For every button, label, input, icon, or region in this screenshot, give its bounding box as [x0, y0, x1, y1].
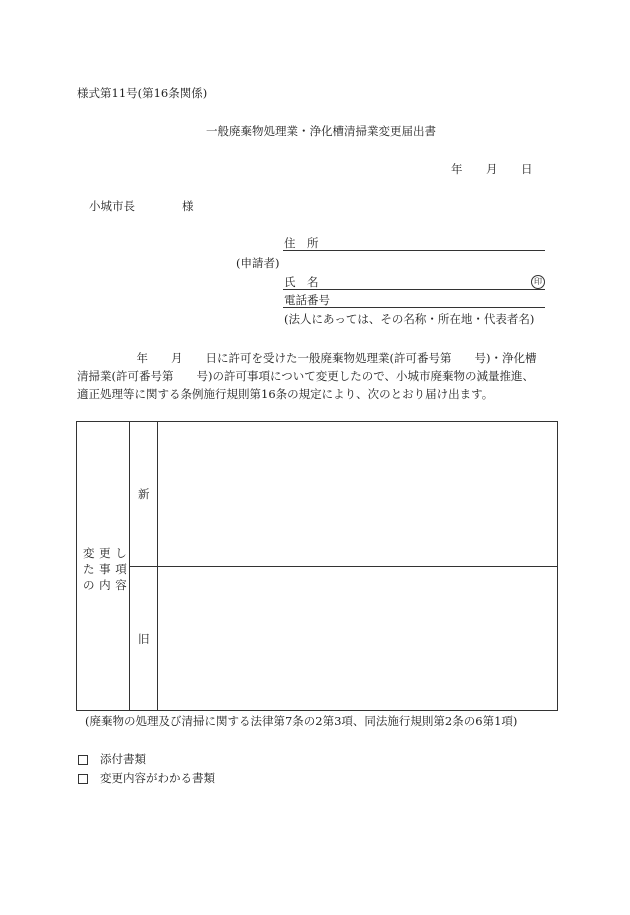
addressee-name: 小城市長 — [89, 199, 135, 213]
attachment-heading: 添付書類 — [100, 752, 146, 766]
address-field-line[interactable] — [283, 250, 545, 251]
row-header-line-2: た 事 項 — [83, 562, 128, 576]
attachment-item-label: 変更内容がわかる書類 — [100, 771, 215, 785]
new-content-cell[interactable] — [157, 423, 555, 565]
body-line-2: 清掃業(許可番号第 号)の許可事項について変更したので、小城市廃棄物の減量推進、 — [77, 369, 535, 383]
attachment-item-checkbox[interactable] — [78, 774, 88, 784]
row-header-line-3: の 内 容 — [83, 578, 128, 592]
body-line-1: 年 月 日に許可を受けた一般廃棄物処理業(許可番号第 号)・浄化槽 — [125, 351, 537, 365]
new-label: 新 — [138, 487, 150, 501]
name-field-line[interactable] — [283, 289, 545, 290]
date-year-label: 年 — [451, 162, 463, 176]
address-label: 住 所 — [284, 236, 319, 250]
phone-label: 電話番号 — [284, 293, 330, 307]
applicant-label: (申請者) — [236, 256, 280, 270]
date-month-label: 月 — [486, 162, 498, 176]
body-line-3: 適正処理等に関する条例施行規則第16条の規定により、次のとおり届け出ます。 — [77, 387, 494, 401]
attachment-checkbox[interactable] — [78, 755, 88, 765]
date-day-label: 日 — [521, 162, 533, 176]
old-label: 旧 — [138, 632, 150, 646]
document-title: 一般廃棄物処理業・浄化槽清掃業変更届出書 — [206, 124, 436, 138]
form-number: 様式第11号(第16条関係) — [77, 86, 208, 100]
corporation-note: (法人にあっては、その名称・所在地・代表者名) — [284, 312, 535, 326]
old-content-cell[interactable] — [157, 567, 555, 708]
name-label: 氏 名 — [284, 275, 319, 289]
addressee-honorific: 様 — [182, 199, 194, 213]
legal-reference-note: (廃棄物の処理及び清掃に関する法律第7条の2第3項、同法施行規則第2条の6第1項) — [85, 714, 518, 728]
phone-field-line[interactable] — [283, 307, 545, 308]
row-header-line-1: 変 更 し — [83, 546, 128, 560]
seal-mark: 印 — [531, 275, 545, 289]
